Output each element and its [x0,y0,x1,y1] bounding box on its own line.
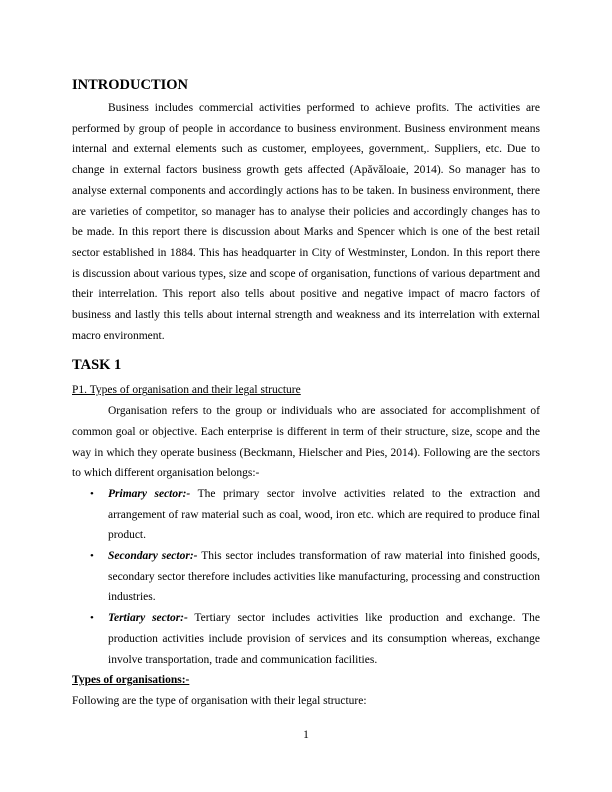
sector-description: This sector includes transformation of raw material into finished goods, secondary sector therefore includes activities like manufacturing, processing and construction industries. [108,550,540,604]
task1-heading: TASK 1 [72,357,122,374]
sector-list [72,484,540,670]
task1-paragraph: Organisation refers to the group or individuals who are associated for accomplishment of common goal or objective. Each enterprise is different in term of their structure, size, scope and the way in which they operate business (Beckmann, Hielscher and Pies, 2014). Following are the sectors to which different organisation belongs:- [72,405,540,480]
bullet-icon: • [90,550,94,563]
sector-term: Primary sector:- [108,487,191,500]
list-item [72,608,540,670]
sector-term: Tertiary sector:- [108,612,188,625]
list-item [72,546,540,608]
page-number: 1 [303,729,309,741]
document-page [72,74,540,712]
sector-description: The primary sector involve activities related to the extraction and arrangement of raw material such as coal, wood, iron etc. which are required to produce final product. [108,487,541,542]
types-intro: Following are the type of organisation with their legal structure: [72,694,367,707]
introduction-paragraph: Business includes commercial activities performed to achieve profits. The activities are performed by group of people in accordance to business environment. Business environment means internal and external elements such as customer, employees, government,. Suppliers, etc. Due to change in external factors business growth gets affected (Apăvăloaie, 2014). So manager has to analyse external components and accordingly actions has to be taken. In business environment, there are varieties of competitor, so manager has to analyse their policies and accordingly changes has to be made. In this report there is discussion about Marks and Spencer which is one of the best retail sector established in 1884. This has headquarter in City of Westminster, London. In this report there is discussion about various types, size and scope of organisation, functions of various department and their interrelation. This report also tells about positive and negative impact of macro factors of business and lastly this tells about internal strength and weakness and its interrelation with external macro environment. [72,102,540,342]
bullet-icon: • [90,612,94,625]
task1-subheading: P1. Types of organisation and their legal structure [72,384,301,397]
sector-description: Tertiary sector includes activities like production and exchange. The production activities include provision of services and its consumption whereas, exchange involve transportation, trade and communication facilities. [108,612,540,666]
types-heading: Types of organisations:- [72,674,190,687]
bullet-icon: • [90,487,94,500]
introduction-heading: INTRODUCTION [72,77,189,93]
list-item [72,484,540,546]
sector-term: Secondary sector:- [108,550,198,563]
